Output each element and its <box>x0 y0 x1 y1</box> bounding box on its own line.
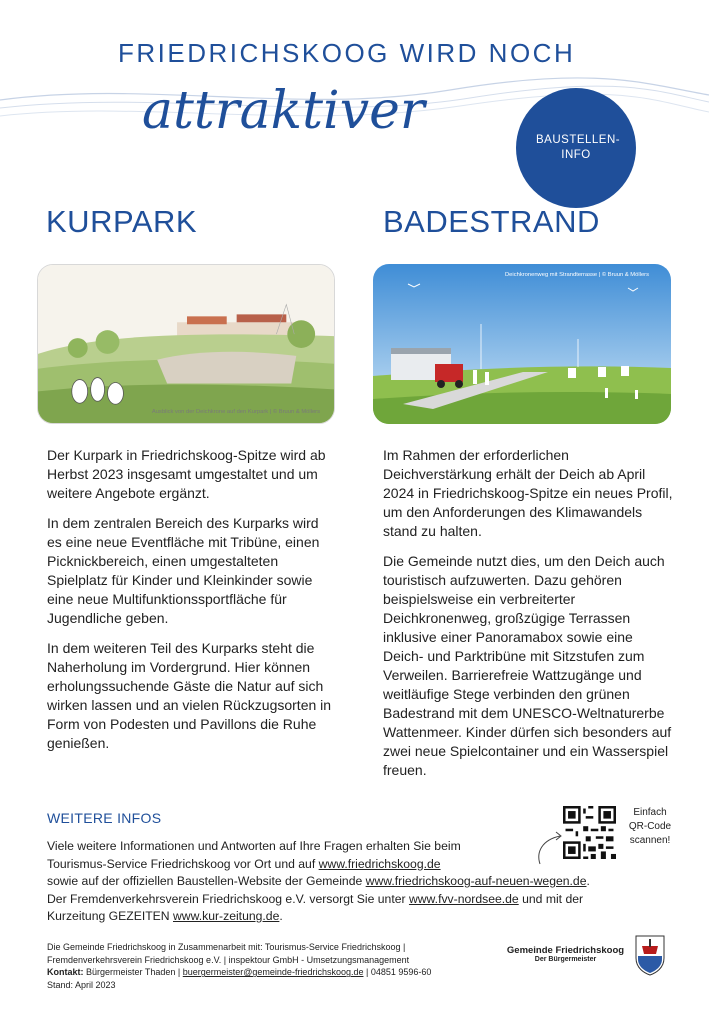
info-line <box>47 891 647 909</box>
kurpark-paragraph: Der Kurpark in Friedrichskoog-Spitze wird ab Herbst 2023 insgesamt umgestaltet und um weitere Angebote ergänzt. <box>47 447 326 501</box>
info-heading: WEITERE INFOS <box>47 810 162 826</box>
phone-text: | 04851 9596-60 <box>366 967 432 978</box>
footer <box>47 941 517 991</box>
info-text-span: Tourismus-Service Friedrichskoog vor Ort und auf <box>47 856 316 871</box>
script-heading <box>140 70 470 150</box>
badge-label: BAUSTELLEN-INFO <box>536 134 621 161</box>
contact-text: Bürgermeister Thaden | <box>86 967 181 978</box>
kurpark-description <box>47 446 337 764</box>
script-heading-text: attraktiver <box>142 81 425 141</box>
info-text-span: Kurzeitung GEZEITEN <box>47 909 170 923</box>
info-text-span: sowie auf der offiziellen Baustellen-Website der Gemeinde <box>47 874 363 888</box>
kurpark-illustration <box>37 264 335 424</box>
info-text-span: Der Fremdenverkehrsverein Friedrichskoog e.V. versorgt Sie unter <box>47 891 406 906</box>
info-text-span: und mit der <box>522 891 584 906</box>
contact-label: Kontakt: <box>47 967 84 978</box>
kurpark-paragraph: In dem weiteren Teil des Kurparks steht die Naherholung im Vordergrund. Hier können erholungssuchende Gäste die Natur auf sich wirken lassen und an vielen Rückzugsorten in Form von Podesten und Pavillons die Ruhe genießen. <box>47 640 332 751</box>
qr-code[interactable] <box>563 806 616 859</box>
badestrand-title: BADESTRAND <box>383 204 600 239</box>
kurpark-title: KURPARK <box>46 204 198 239</box>
baustellen-website-link[interactable]: www.friedrichskoog-auf-neuen-wegen.de <box>365 874 587 888</box>
coat-of-arms-icon <box>634 934 666 976</box>
footer-line: Fremdenverkehrsverein Friedrichskoog e.V. | inspektour GmbH - Umsetzungsmanagement <box>47 954 410 965</box>
arrow-icon <box>532 826 566 866</box>
info-line: Kurzeitung GEZEITEN www.kur-zeitung.de. <box>47 909 283 923</box>
gemeinde-name: Gemeinde Friedrichskoog <box>506 945 625 956</box>
kurpark-image-caption: Ausblick von der Deichkrone auf den Kurpark | © Bruun & Möllers <box>151 409 320 415</box>
footer-contact <box>47 966 517 979</box>
page-title: FRIEDRICHSKOOG WIRD NOCH <box>118 38 576 68</box>
fvv-link[interactable]: www.fvv-nordsee.de <box>408 891 519 906</box>
badestrand-description <box>383 446 673 791</box>
badestrand-paragraph: Im Rahmen der erforderlichen Deichverstärkung erhält der Deich ab April 2024 in Friedrichskoog-Spitze ein neues Profil, um den Anforderungen des Klimawandels stand zu halten. <box>383 447 673 539</box>
footer-line: Die Gemeinde Friedrichskoog in Zusammenarbeit mit: Tourismus-Service Friedrichskoog | <box>47 942 406 952</box>
badestrand-visualization <box>373 264 671 424</box>
info-text-span: Viele weitere Informationen und Antworten auf Ihre Fragen erhalten Sie beim <box>47 839 461 853</box>
badestrand-image-caption: Deichkronenweg mit Strandterrasse | © Bruun & Möllers <box>505 272 649 278</box>
gemeinde-signature <box>503 945 628 963</box>
qr-code-hint: Einfach QR-Code scannen! <box>628 807 672 846</box>
kur-zeitung-link[interactable]: www.kur-zeitung.de <box>173 909 280 923</box>
badestrand-paragraph: Die Gemeinde nutzt dies, um den Deich auch touristisch aufzuwerten. Dazu gehören beispielsweise ein verbreiterter Deichkronenweg, großzügige Terrassen inklusive einer Panoramabox sowie eine Deich- und Parktribüne mit Sitzstufen zum Verweilen. Barrierefreie Wattzugänge und weitläufige Stege verbinden den grünen Badestrand mit dem UNESCO-Weltnaturerbe Wattenmeer. Kinder dürfen sich besonders auf zwei neue Spielcontainer und ein Wasserspiel freuen. <box>383 553 672 778</box>
footer-status: Stand: April 2023 <box>47 979 116 990</box>
friedrichskoog-link[interactable]: www.friedrichskoog.de <box>318 856 441 871</box>
kurpark-paragraph: In dem zentralen Bereich des Kurparks wird es eine neue Eventfläche mit Tribüne, einen Picknickbereich, einen umgestalteten Spielplatz für Kinder und Kleinkinder sowie eine neue Multifunktionssportfläche für Jugendliche geben. <box>47 515 320 626</box>
gemeinde-sub: Der Bürgermeister <box>534 956 597 963</box>
baustellen-info-badge <box>516 88 636 208</box>
info-line: sowie auf der offiziellen Baustellen-Website der Gemeinde www.friedrichskoog-auf-neuen-wegen.de. <box>47 874 590 888</box>
email-link[interactable]: buergermeister@gemeinde-friedrichskoog.de <box>182 967 364 978</box>
